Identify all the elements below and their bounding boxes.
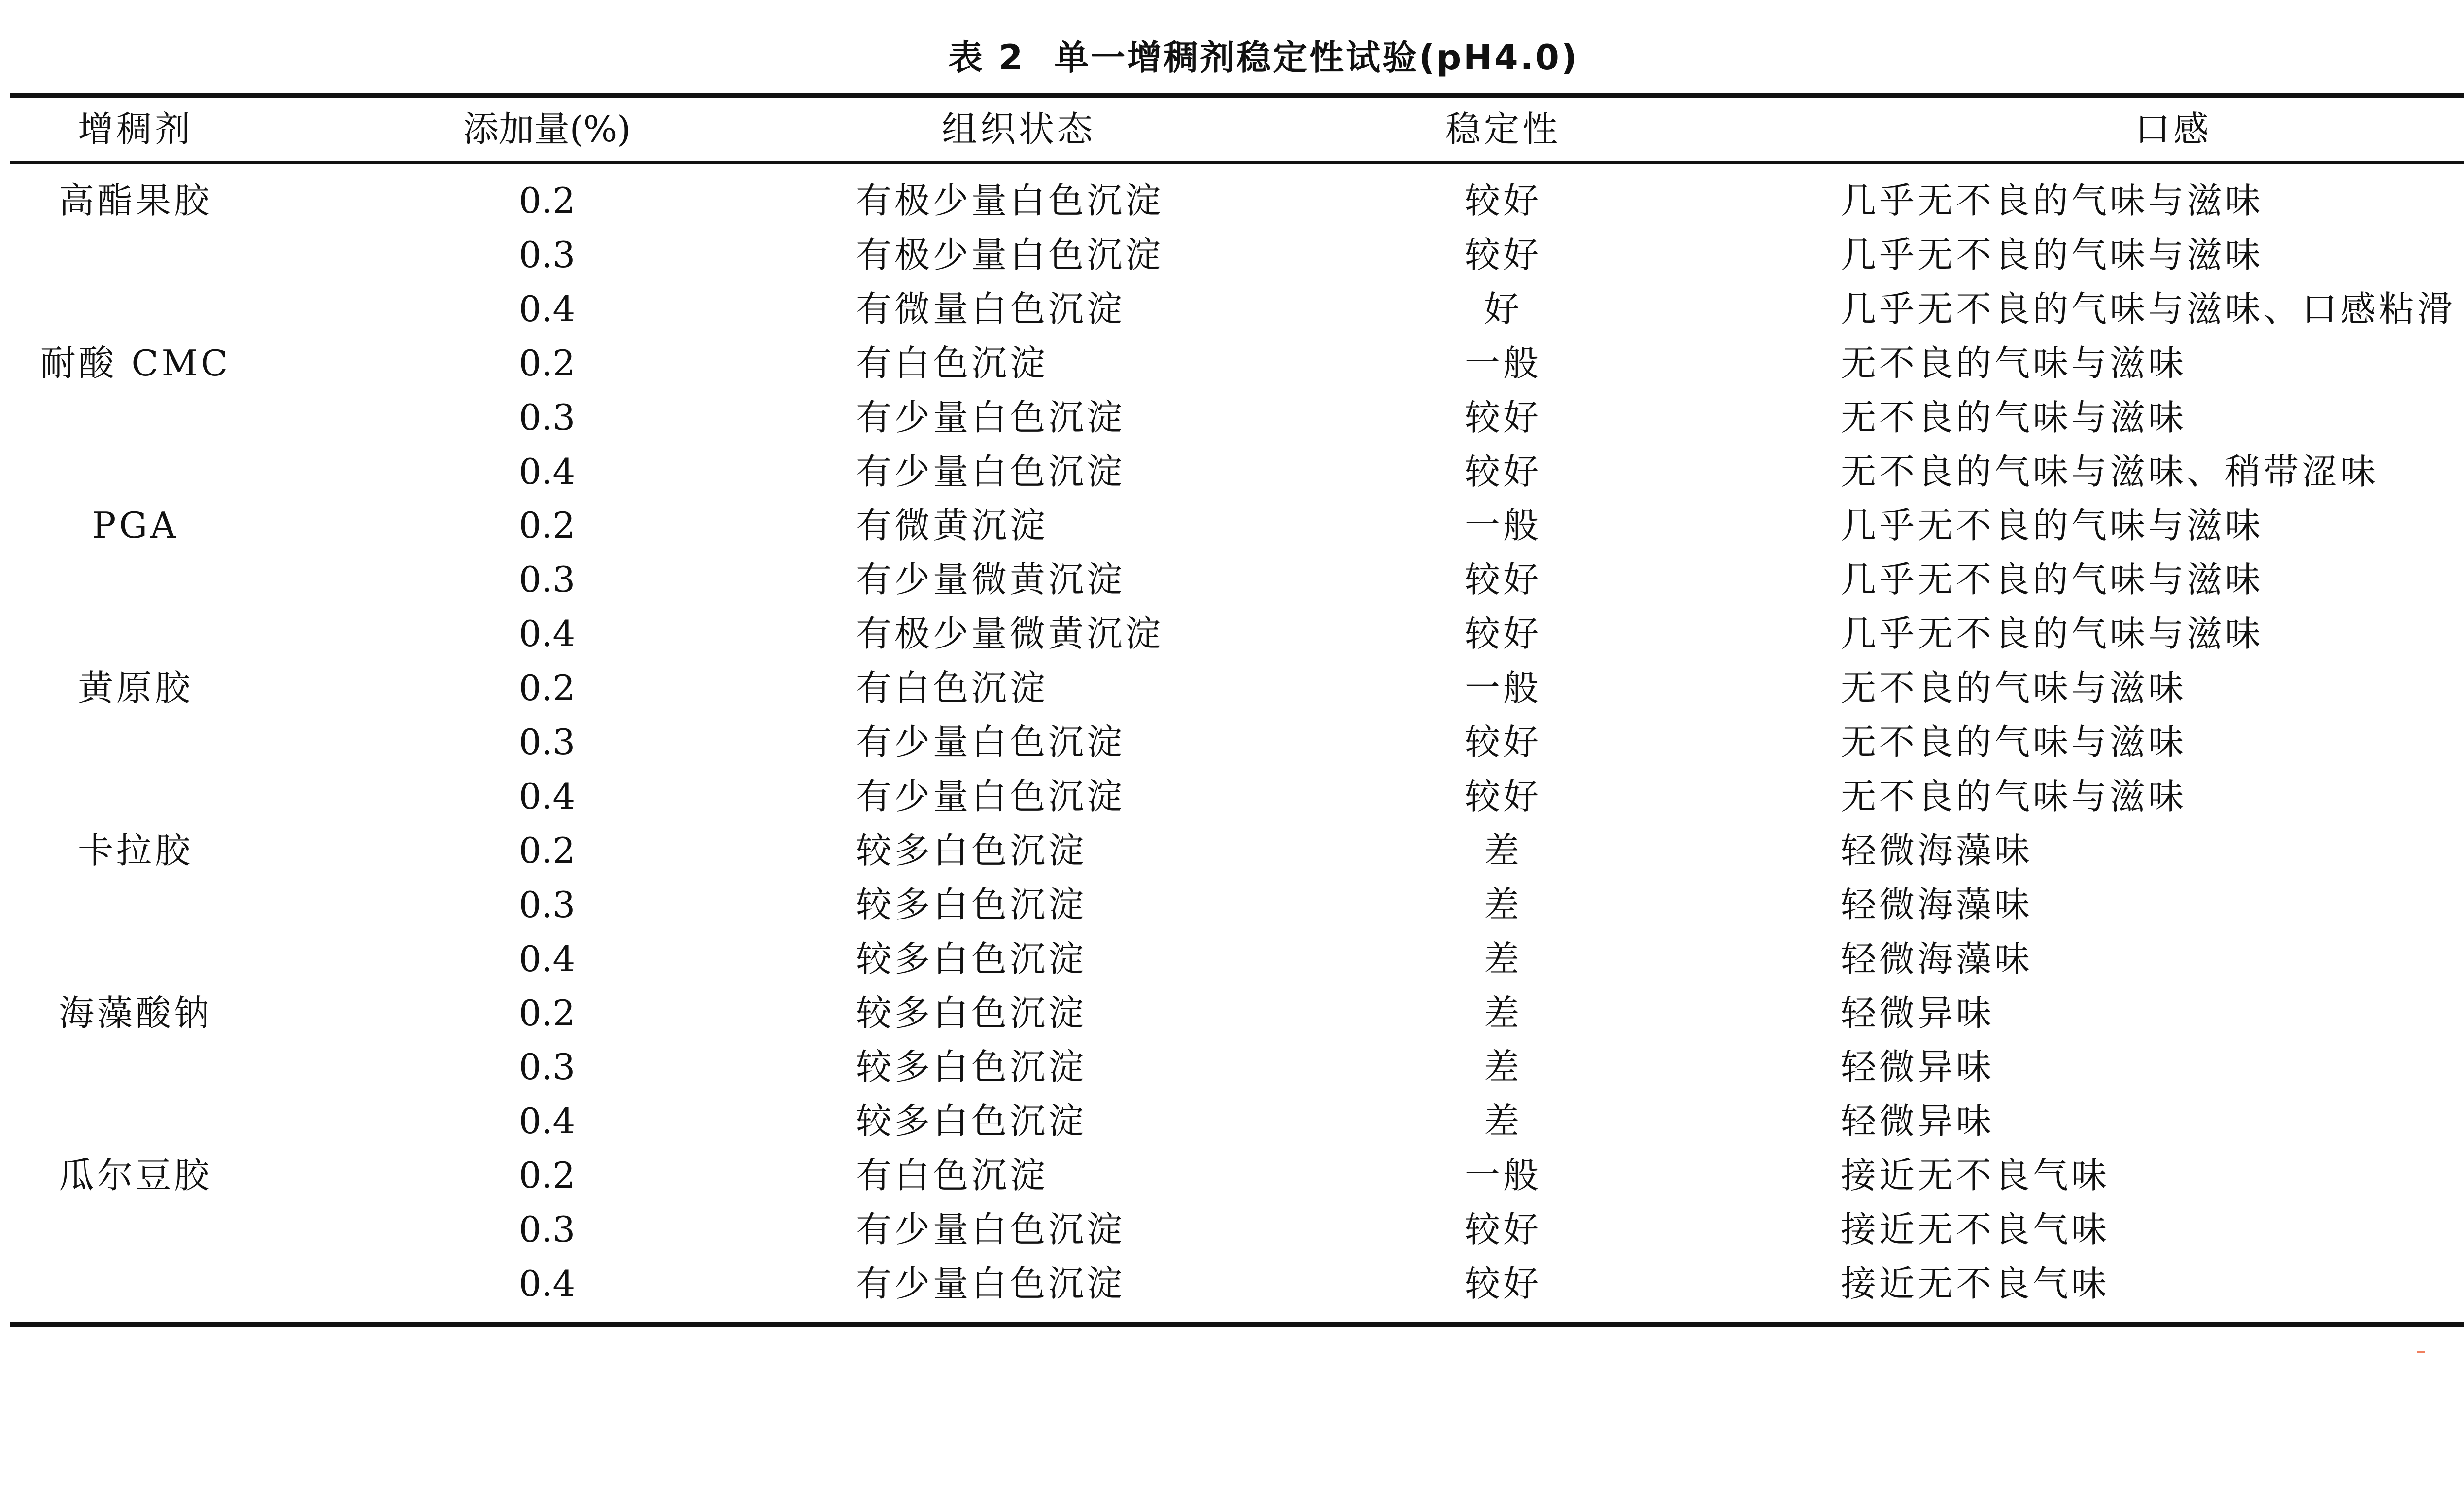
state-cell: 较多白色沉淀 (856, 830, 1087, 871)
agent-cell: 耐酸 CMC (40, 342, 231, 384)
taste-cell: 几乎无不良的气味与滋味 (1841, 559, 2264, 600)
stability-cell: 较好 (1464, 1263, 1541, 1304)
stability-cell: 较好 (1464, 180, 1541, 221)
stability-cell: 差 (1483, 884, 1522, 925)
state-cell: 有极少量白色沉淀 (856, 234, 1164, 275)
state-cell: 有少量白色沉淀 (856, 451, 1126, 492)
stability-cell: 差 (1483, 1100, 1522, 1142)
amount-cell: 0.4 (518, 288, 576, 330)
amount-cell: 0.4 (518, 1100, 576, 1142)
amount-cell: 0.3 (518, 234, 576, 275)
state-cell: 较多白色沉淀 (856, 1100, 1087, 1142)
amount-cell: 0.2 (518, 667, 576, 709)
state-cell: 较多白色沉淀 (856, 992, 1087, 1034)
amount-cell: 0.4 (518, 451, 576, 492)
taste-cell: 接近无不良气味 (1841, 1263, 2110, 1304)
amount-cell: 0.3 (518, 397, 576, 438)
taste-cell: 几乎无不良的气味与滋味 (1841, 234, 2264, 275)
bottom-rule (10, 1322, 2464, 1327)
taste-cell: 无不良的气味与滋味 (1841, 721, 2187, 763)
state-cell: 有少量白色沉淀 (856, 1263, 1126, 1304)
agent-cell: 高酯果胶 (58, 180, 212, 221)
amount-cell: 0.2 (518, 180, 576, 221)
agent-cell: 瓜尔豆胶 (58, 1155, 212, 1196)
amount-cell: 0.3 (518, 721, 576, 763)
taste-cell: 几乎无不良的气味与滋味 (1841, 613, 2264, 654)
agent-cell: 卡拉胶 (77, 830, 193, 871)
amount-cell: 0.4 (518, 776, 576, 817)
stability-cell: 较好 (1464, 234, 1541, 275)
header-taste: 口感 (2134, 108, 2212, 150)
taste-cell: 轻微异味 (1841, 1046, 1995, 1088)
stability-cell: 一般 (1464, 505, 1541, 546)
agent-cell: 黄原胶 (77, 667, 193, 709)
header-amount: 添加量(%) (463, 108, 631, 150)
amount-cell: 0.4 (518, 1263, 576, 1304)
state-cell: 有少量白色沉淀 (856, 397, 1126, 438)
state-cell: 有少量白色沉淀 (856, 776, 1126, 817)
taste-cell: 几乎无不良的气味与滋味 (1841, 180, 2264, 221)
state-cell: 有少量白色沉淀 (856, 721, 1126, 763)
taste-cell: 轻微海藻味 (1841, 830, 2033, 871)
amount-cell: 0.2 (518, 1155, 576, 1196)
amount-cell: 0.3 (518, 884, 576, 925)
state-cell: 有极少量白色沉淀 (856, 180, 1164, 221)
taste-cell: 无不良的气味与滋味、稍带涩味 (1841, 451, 2379, 492)
state-cell: 有白色沉淀 (856, 667, 1049, 709)
state-cell: 有白色沉淀 (856, 342, 1049, 384)
amount-cell: 0.3 (518, 1046, 576, 1088)
state-cell: 较多白色沉淀 (856, 938, 1087, 980)
header-agent: 增稠剂 (77, 108, 193, 150)
state-cell: 有微黄沉淀 (856, 505, 1049, 546)
state-cell: 有白色沉淀 (856, 1155, 1049, 1196)
taste-cell: 几乎无不良的气味与滋味、口感粘滑 (1841, 288, 2456, 330)
stability-cell: 差 (1483, 1046, 1522, 1088)
taste-cell: 无不良的气味与滋味 (1841, 397, 2187, 438)
amount-cell: 0.2 (518, 830, 576, 871)
stability-cell: 一般 (1464, 667, 1541, 709)
amount-cell: 0.4 (518, 938, 576, 980)
state-cell: 较多白色沉淀 (856, 884, 1087, 925)
stability-cell: 较好 (1464, 613, 1541, 654)
amount-cell: 0.4 (518, 613, 576, 654)
state-cell: 有少量微黄沉淀 (856, 559, 1126, 600)
stability-cell: 差 (1483, 992, 1522, 1034)
state-cell: 有微量白色沉淀 (856, 288, 1126, 330)
amount-cell: 0.2 (518, 342, 576, 384)
stability-cell: 较好 (1464, 397, 1541, 438)
table-number: 表 2 (948, 37, 1025, 78)
stability-cell: 一般 (1464, 1155, 1541, 1196)
scan-speck (2417, 1351, 2425, 1353)
agent-cell: PGA (92, 505, 179, 546)
stability-cell: 较好 (1464, 776, 1541, 817)
stability-cell: 较好 (1464, 1209, 1541, 1250)
taste-cell: 几乎无不良的气味与滋味 (1841, 505, 2264, 546)
stability-cell: 好 (1483, 288, 1522, 330)
taste-cell: 无不良的气味与滋味 (1841, 342, 2187, 384)
amount-cell: 0.2 (518, 992, 576, 1034)
header-stability: 稳定性 (1445, 108, 1561, 150)
state-cell: 较多白色沉淀 (856, 1046, 1087, 1088)
taste-cell: 轻微海藻味 (1841, 884, 2033, 925)
state-cell: 有少量白色沉淀 (856, 1209, 1126, 1250)
stability-cell: 较好 (1464, 451, 1541, 492)
stability-cell: 差 (1483, 938, 1522, 980)
agent-cell: 海藻酸钠 (58, 992, 212, 1034)
amount-cell: 0.3 (518, 1209, 576, 1250)
header-state: 组织状态 (941, 108, 1095, 150)
taste-cell: 接近无不良气味 (1841, 1155, 2110, 1196)
amount-cell: 0.3 (518, 559, 576, 600)
taste-cell: 接近无不良气味 (1841, 1209, 2110, 1250)
stability-cell: 差 (1483, 830, 1522, 871)
stability-cell: 较好 (1464, 721, 1541, 763)
taste-cell: 无不良的气味与滋味 (1841, 776, 2187, 817)
amount-cell: 0.2 (518, 505, 576, 546)
table-title: 单一增稠剂稳定性试验(pH4.0) (1054, 37, 1579, 78)
stability-cell: 一般 (1464, 342, 1541, 384)
taste-cell: 无不良的气味与滋味 (1841, 667, 2187, 709)
taste-cell: 轻微异味 (1841, 992, 1995, 1034)
taste-cell: 轻微海藻味 (1841, 938, 2033, 980)
taste-cell: 轻微异味 (1841, 1100, 1995, 1142)
state-cell: 有极少量微黄沉淀 (856, 613, 1164, 654)
stability-cell: 较好 (1464, 559, 1541, 600)
